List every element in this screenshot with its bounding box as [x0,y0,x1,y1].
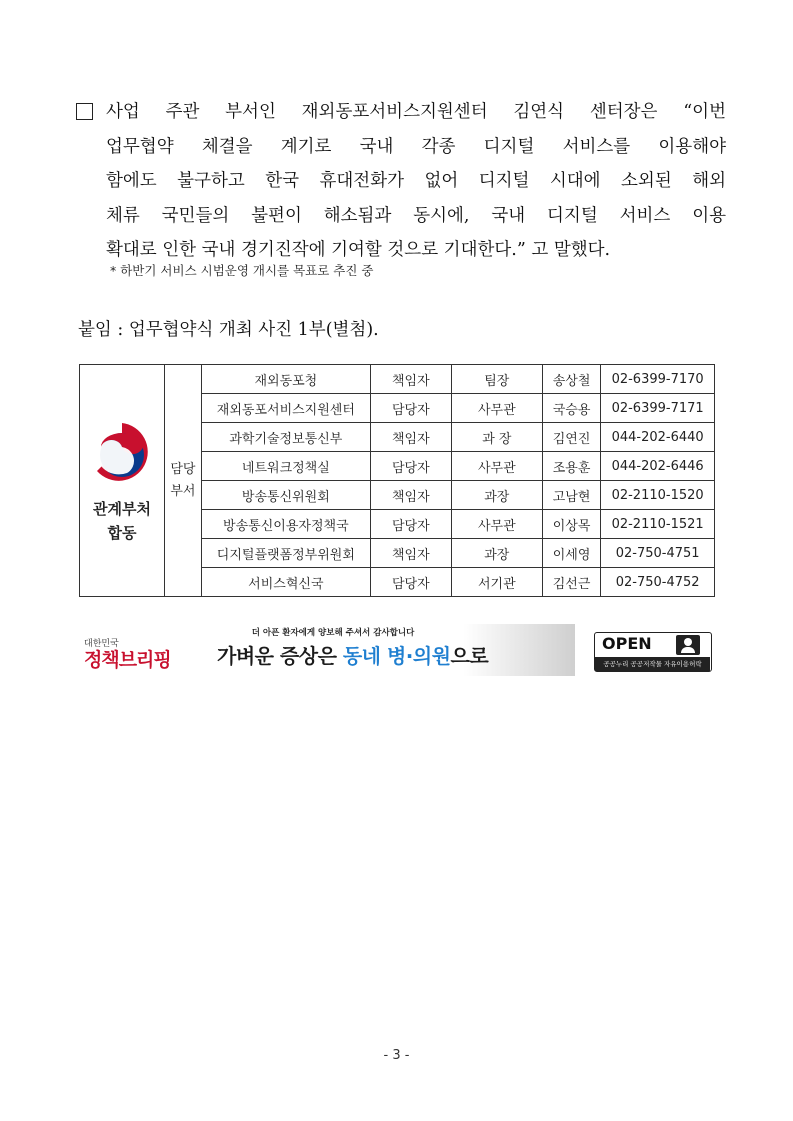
license-caption: 공공누리 공공저작물 자유이용허락 [595,657,710,671]
briefing-logo-small: 대한민국 [84,639,119,649]
open-wordmark: OPEN [602,634,652,653]
campaign-banner[interactable] [203,624,575,676]
paragraph-line: 체류 국민들의 불편이 해소됨과 동시에, 국내 디지털 서비스 이용 [106,205,726,226]
department-label: 담당 [170,461,196,477]
org-name: 방송통신위원회 [201,481,370,510]
paragraph-line: 확대로 인한 국내 경기진작에 기여할 것으로 기대한다.” 고 말했다. [106,240,611,260]
position-cell: 팀장 [451,365,542,394]
banner-headline-highlight: 동네 병·의원 [342,644,451,668]
joint-ministries-cell [80,365,165,597]
department-label: 부서 [170,483,196,499]
attachment-note: 붙임 : 업무협약식 개최 사진 1부(별첨). [78,320,379,340]
table-row [80,365,715,394]
position-cell: 사무관 [451,510,542,539]
phone-cell: 02-2110-1520 [601,481,715,510]
paragraph-line: 함에도 불구하고 한국 휴대전화가 없어 디지털 시대에 소외된 해외 [106,171,726,191]
role-cell: 담당자 [370,568,451,597]
body-paragraph [76,95,726,268]
org-division: 서비스혁신국 [201,568,370,597]
role-cell: 책임자 [370,539,451,568]
page-number: - 3 - [383,1048,410,1063]
phone-cell: 044-202-6446 [601,452,715,481]
checkbox-square-icon [76,103,93,120]
phone-cell: 02-6399-7171 [601,394,715,423]
org-division: 네트워크정책실 [201,452,370,481]
org-name: 과학기술정보통신부 [201,423,370,452]
role-cell: 책임자 [370,481,451,510]
position-cell: 과 장 [451,423,542,452]
policy-briefing-logo[interactable] [84,636,174,688]
paragraph-line: 사업 주관 부서인 재외동포서비스지원센터 김연식 센터장은 “이번 [106,102,726,122]
department-label-cell [165,365,202,597]
phone-cell: 02-750-4752 [601,568,715,597]
name-cell: 송상철 [542,365,600,394]
role-cell: 담당자 [370,394,451,423]
banner-headline-part: 으로 [450,644,489,668]
position-cell: 사무관 [451,452,542,481]
name-cell: 이세영 [542,539,600,568]
paragraph-line: 업무협약 체결을 계기로 국내 각종 디지털 서비스를 이용해야 [106,136,726,157]
taegeuk-emblem-icon [87,417,157,487]
name-cell: 이상목 [542,510,600,539]
banner-headline [217,640,488,669]
phone-cell: 02-750-4751 [601,539,715,568]
position-cell: 과장 [451,539,542,568]
joint-label: 관계부처 [93,499,151,518]
name-cell: 김연진 [542,423,600,452]
phone-cell: 044-202-6440 [601,423,715,452]
briefing-logo-text: 정책브리핑 [84,649,171,671]
org-division: 재외동포서비스지원센터 [201,394,370,423]
position-cell: 과장 [451,481,542,510]
attribution-person-icon [676,635,700,655]
phone-cell: 02-2110-1521 [601,510,715,539]
role-cell: 책임자 [370,423,451,452]
kogl-open-license-badge[interactable] [594,632,712,672]
name-cell: 김선근 [542,568,600,597]
banner-caption: 더 아픈 환자에게 양보해 주셔서 감사합니다 [251,628,415,638]
contacts-table [79,364,715,597]
role-cell: 담당자 [370,510,451,539]
name-cell: 국승용 [542,394,600,423]
org-name: 디지털플랫폼정부위원회 [201,539,370,568]
role-cell: 담당자 [370,452,451,481]
org-name: 재외동포청 [201,365,370,394]
org-division: 방송통신이용자정책국 [201,510,370,539]
position-cell: 사무관 [451,394,542,423]
phone-cell: 02-6399-7170 [601,365,715,394]
banner-headline-part: 가벼운 증상은 [217,644,343,668]
joint-label: 합동 [107,523,137,542]
role-cell: 책임자 [370,365,451,394]
position-cell: 서기관 [451,568,542,597]
name-cell: 조용훈 [542,452,600,481]
name-cell: 고남현 [542,481,600,510]
footnote: * 하반기 서비스 시범운영 개시를 목표로 추진 중 [110,263,374,278]
